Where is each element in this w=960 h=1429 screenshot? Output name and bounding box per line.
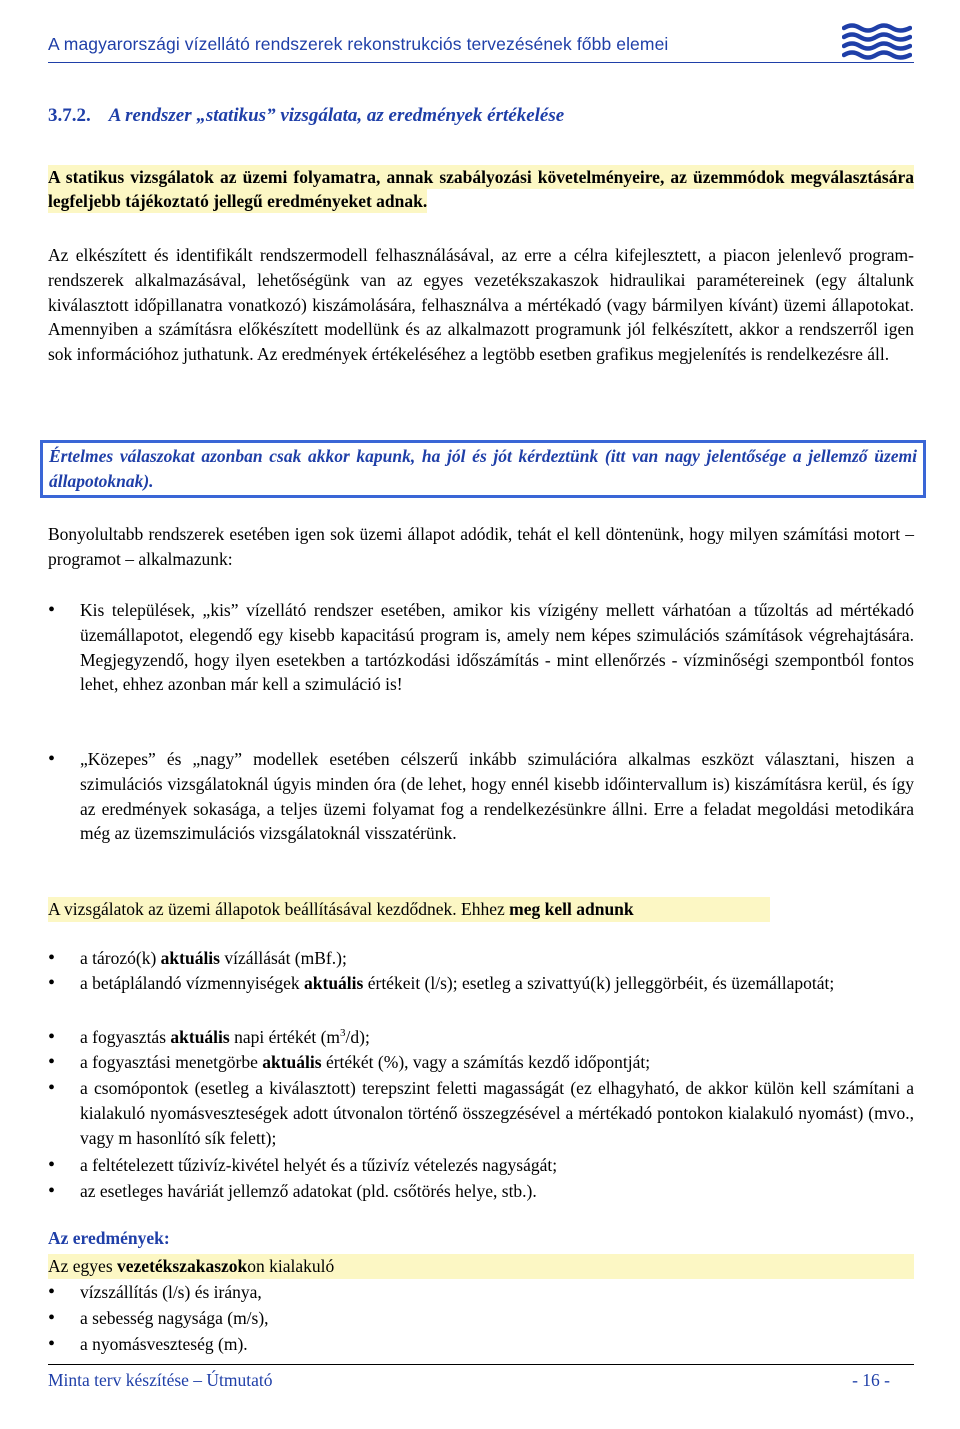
section-heading [48,105,564,127]
list-item: • az esetleges haváriát jellemző adatokat (pld. csőtörés helye, stb.). [48,1179,914,1204]
bullet-icon [48,1153,78,1178]
list-item: • a csomópontok (esetleg a kiválasztott) terepszint feletti magasságát (ez elhagyható, de akkor külön kell számítani a kialakuló nyomásveszteségek adott útvonalon történő összegzésével a mértékadó pontokon kialakuló nyomást) (mvo., vagy m hasonlító sík felett); [48,1076,914,1150]
list-item: • a feltételezett tűzivíz-kivétel helyét és a tűzivíz vételezés nagyságát; [48,1153,914,1178]
bullet-icon [48,1050,78,1075]
bullet-icon [48,1332,78,1357]
footer-title: Minta terv készítése – Útmutató [48,1370,273,1390]
bullet-icon [48,1280,78,1305]
bullet-icon [48,946,78,971]
footer-divider [48,1364,914,1365]
paragraph-engine-choice: Bonyolultabb rendszerek esetében igen sok üzemi állapot adódik, tehát el kell döntenünk, hogy milyen számítási motort – programot – alkalmazunk: [48,524,914,569]
waves-logo-icon [842,22,912,60]
header-divider [48,62,914,63]
results-intro: Az egyes vezetékszakaszokon kialakuló [48,1254,914,1279]
bullet-icon [48,598,78,623]
intro-statement: A statikus vizsgálatok az üzemi folyamatra, annak szabályozási követelményeire, az üzemmódok megválasztására legfeljebb tájékoztató jellegű eredményeket adnak. [48,167,914,211]
list-item: • „Közepes” és „nagy” modellek esetében célszerű inkább szimulációra alkalmas eszközt választani, hiszen a szimulációs vizsgálatoknál úgyis minden óra (de lehet, hogy ennél kisebb időintervallum is) kiszámításra kerül, és így az eredmények sokasága, a teljes üzemi folyamat fog a rendelkezésünkre állni. Erre a feladat megoldási metodikára még az üzemszimulációs vizsgálatoknál visszatérünk. [48,747,914,846]
section-title: A rendszer „statikus” vizsgálata, az eredmények értékelése [108,105,565,126]
paragraph-model-usage: Az elkészített és identifikált rendszermodell felhasználásával, az erre a célra kifejlesztett, a piacon jelenlevő program-rendszerek alkalmazásával, lehetőségünk van az egyes vezetékszakaszok hidraulikai paramétereinek (egy általunk kiválasztott időpillanatra vonatkozó) kiszámolására, felhasználva a mértékadó (vagy bármilyen kívánt) üzemi állapotokat. Amennyiben a számításra előkészített modellünk és az alkalmazott programunk jól felkészített, akkor a rendszerről igen sok információhoz juthatunk. Az eredmények értékeléséhez a legtöbb esetben grafikus megjelenítés is rendelkezésre áll. [48,245,914,365]
page-number: - 16 - [852,1370,890,1390]
list-item: • a fogyasztási menetgörbe aktuális értékét (%), vagy a számítás kezdő időpontját; [48,1050,914,1075]
list-item: • a tározó(k) aktuális vízállását (mBf.); [48,946,914,971]
bullet-icon [48,1025,78,1050]
list-item: • a sebesség nagysága (m/s), [48,1306,914,1331]
bullet-icon [48,747,78,772]
setup-line: A vizsgálatok az üzemi állapotok beállításával kezdődnek. Ehhez meg kell adnunk [48,897,914,922]
list-item: • Kis települések, „kis” vízellátó rendszer esetében, amikor kis vízigény mellett várhatóan a tűzoltás ad mértékadó üzemállapotot, elegendő egy kisebb kapacitású program is, amely nem képes szimulációs számítások végrehajtására. Megjegyzendő, hogy ilyen esetekben a tartózkodási időszámítás - mint ellenőrzés - vízminőségi szempontból fontos lehet, ehhez azonban már kell a szimuláció is! [48,598,914,697]
bullet-icon [48,971,78,996]
bullet-icon [48,1179,78,1204]
list-item: • a nyomásveszteség (m). [48,1332,914,1357]
bullet-icon [48,1076,78,1101]
list-item: • a fogyasztás aktuális napi értékét $(m^3/d)$; [48,1025,914,1050]
bullet-icon [48,1306,78,1331]
list-item: • vízszállítás (l/s) és iránya, [48,1280,914,1305]
results-title: Az eredmények: [48,1228,170,1248]
list-item: • a betáplálandó vízmennyiségek aktuális értékeit (l/s); esetleg a szivattyú(k) jelleggörbéit, és üzemállapotát; [48,971,914,996]
boxed-note: Értelmes válaszokat azonban csak akkor kapunk, ha jól és jót kérdeztünk (itt van nagy jelentősége a jellemző üzemi állapotoknak). [40,440,926,498]
section-number: 3.7.2. [48,105,91,126]
document-header-title: A magyarországi vízellátó rendszerek rekonstrukciós tervezésének főbb elemei [48,34,669,54]
